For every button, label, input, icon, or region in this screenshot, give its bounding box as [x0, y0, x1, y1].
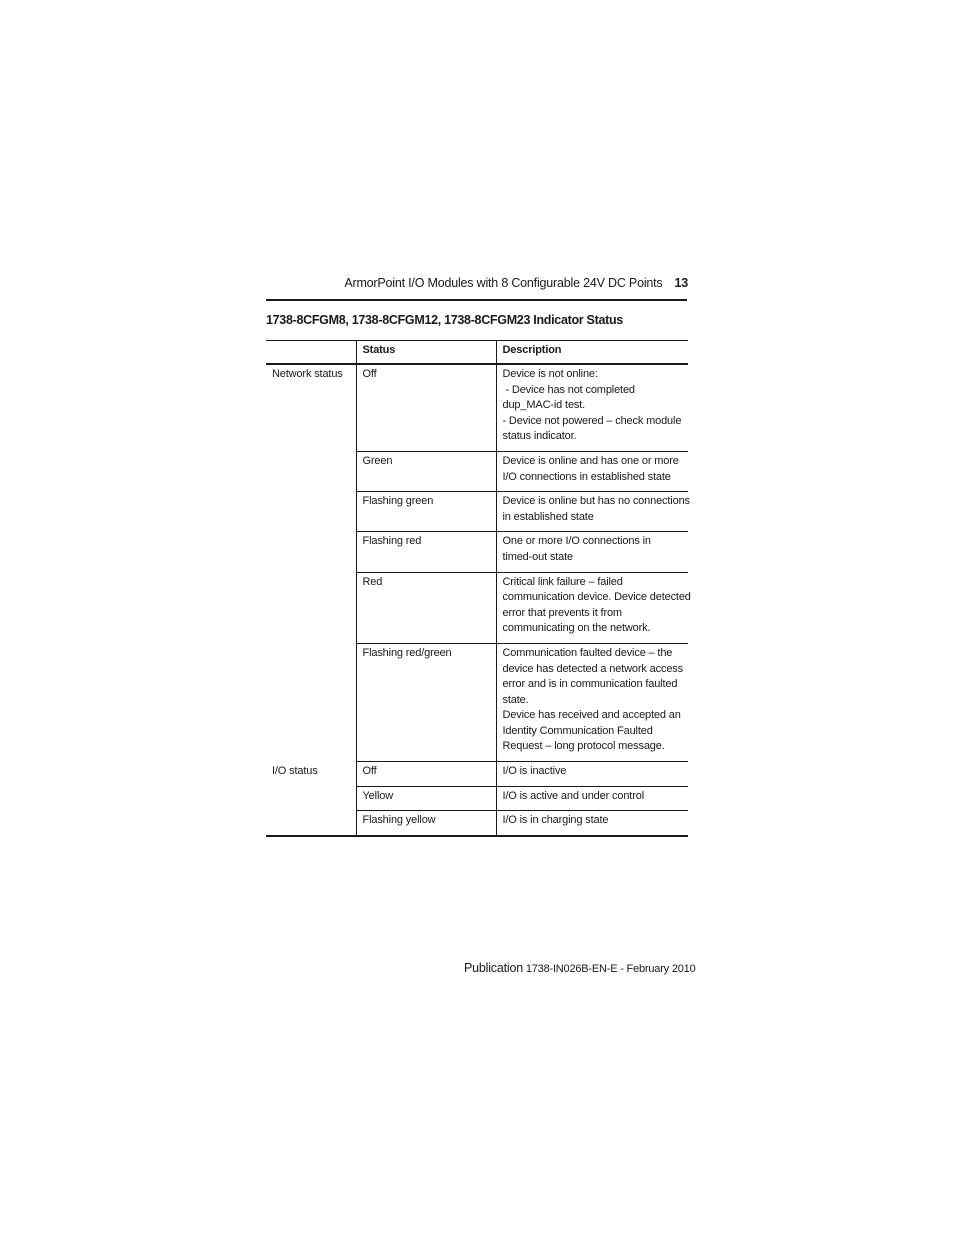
description-line: Identity Communication Faulted — [502, 724, 653, 737]
indicator-status-table — [266, 340, 691, 837]
running-title: ArmorPoint I/O Modules with 8 Configurable 24V DC Points — [344, 276, 663, 290]
description-line: dup_MAC-id test. — [502, 399, 586, 412]
description-cell — [496, 811, 688, 836]
description-line: device has detected a network access — [502, 662, 683, 675]
status-cell: Off — [356, 364, 496, 451]
description-line: One or more I/O connections in — [502, 535, 651, 548]
column-header-indicator — [266, 341, 356, 365]
status-cell: Flashing yellow — [356, 811, 496, 836]
table-row — [266, 364, 688, 451]
description-cell — [496, 451, 688, 491]
description-cell — [496, 572, 691, 643]
description-line: timed-out state — [502, 550, 574, 563]
description-line: error and is in communication faulted — [502, 678, 678, 691]
description-line: I/O is in charging state — [502, 814, 609, 827]
footer — [464, 961, 696, 975]
status-cell: Yellow — [356, 786, 496, 811]
description-line: state. — [502, 693, 529, 706]
table-header-row — [266, 341, 688, 365]
indicator-cell: I/O status — [266, 762, 356, 836]
description-cell — [496, 786, 688, 811]
description-line: communicating on the network. — [502, 622, 651, 635]
description-line: error that prevents it from — [502, 606, 622, 619]
column-header-status: Status — [356, 341, 496, 365]
description-line: I/O is inactive — [502, 765, 567, 778]
status-cell: Flashing red — [356, 532, 496, 572]
description-line: communication device. Device detected — [502, 591, 691, 604]
description-line: status indicator. — [502, 430, 577, 443]
description-line: Device has received and accepted an — [502, 709, 681, 722]
column-header-description: Description — [496, 341, 688, 365]
description-cell — [496, 762, 688, 787]
description-line: I/O connections in established state — [502, 470, 671, 483]
description-line: - Device not powered – check module — [502, 414, 682, 427]
description-line: - Device has not completed — [505, 383, 635, 396]
description-line: Communication faulted device – the — [502, 646, 673, 659]
description-line: Critical link failure – failed — [502, 575, 623, 588]
description-line: Device is online but has no connections — [502, 495, 690, 508]
description-line: I/O is active and under control — [502, 789, 644, 802]
description-line: Device is online and has one or more — [502, 454, 679, 467]
description-line: in established state — [502, 510, 594, 523]
status-cell: Off — [356, 762, 496, 787]
publication-id: 1738-IN026B-EN-E - February 2010 — [525, 963, 696, 975]
status-cell: Red — [356, 572, 496, 643]
page-number: 13 — [674, 276, 688, 290]
description-cell — [496, 643, 688, 761]
table-row — [266, 762, 688, 787]
status-cell: Flashing red/green — [356, 643, 496, 761]
table-title: 1738-8CFGM8, 1738-8CFGM12, 1738-8CFGM23 Indicator Status — [266, 313, 623, 327]
running-header — [266, 276, 688, 294]
publication-label: Publication — [464, 961, 523, 975]
description-line: Device is not online: — [502, 368, 598, 380]
header-rule — [266, 299, 687, 301]
description-line: Request – long protocol message. — [502, 740, 665, 753]
description-cell — [496, 492, 688, 532]
status-cell: Green — [356, 451, 496, 491]
table-body — [266, 364, 691, 836]
description-cell — [496, 364, 688, 451]
indicator-cell: Network status — [272, 368, 343, 380]
status-cell: Flashing green — [356, 492, 496, 532]
description-cell — [496, 532, 688, 572]
